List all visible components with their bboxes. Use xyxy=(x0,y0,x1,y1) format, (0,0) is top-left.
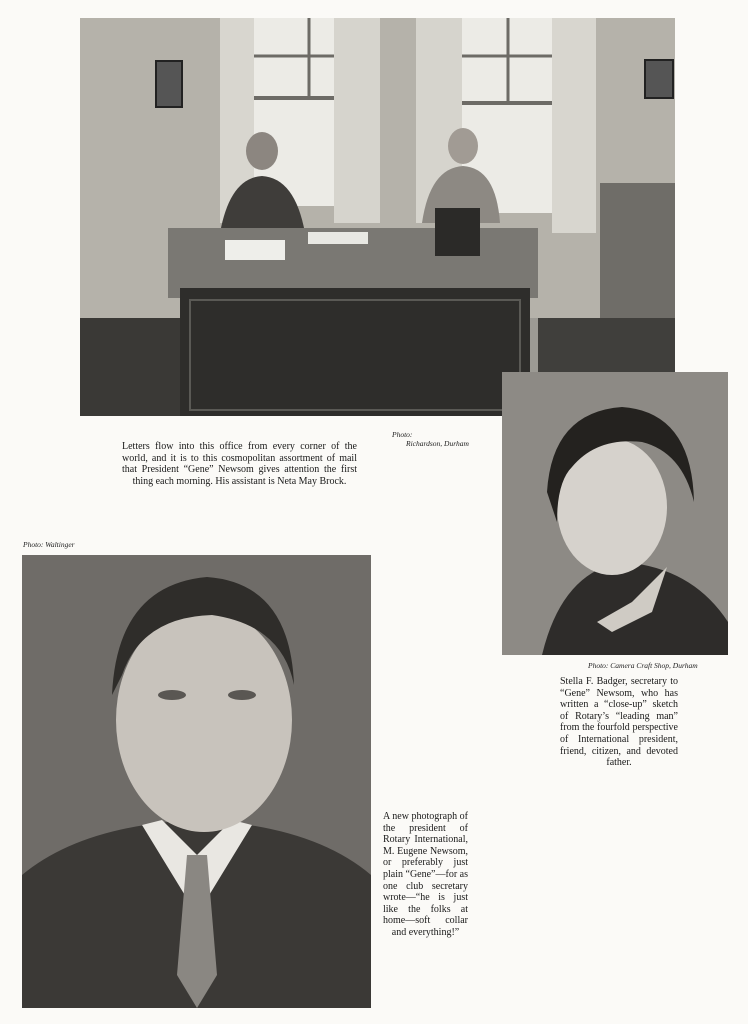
badger-photo xyxy=(502,372,728,655)
office-photo-caption: Letters flow into this office from every corner of the world, and it is to this cosmopolitan assortment of mail that President “Gene” Newsom gives attention the first thing each morning. His assistant is Neta May Brock. xyxy=(122,441,357,487)
newsom-photo-caption: A new photograph of the president of Rotary International, M. Eugene Newsom, or preferably just plain “Gene”—for as one club secretary wrote—“he is just like the folks at home—soft collar and everything!” xyxy=(383,811,468,938)
badger-photo-caption: Stella F. Badger, secretary to “Gene” Newsom, who has written a “close-up” sketch of Rotary’s “leading man” from the fourfold perspective of International president, friend, citizen, and devoted father. xyxy=(560,676,678,769)
office-photo-credit-label: Photo: xyxy=(392,430,413,439)
newsom-photo-credit: Photo: Waltinger xyxy=(23,540,75,549)
badger-photo-credit: Photo: Camera Craft Shop, Durham xyxy=(588,661,698,670)
office-photo-credit-source: Richardson, Durham xyxy=(406,439,469,448)
office-photo-credit xyxy=(392,430,512,448)
newsom-photo xyxy=(22,555,371,1008)
office-photo xyxy=(80,18,675,416)
